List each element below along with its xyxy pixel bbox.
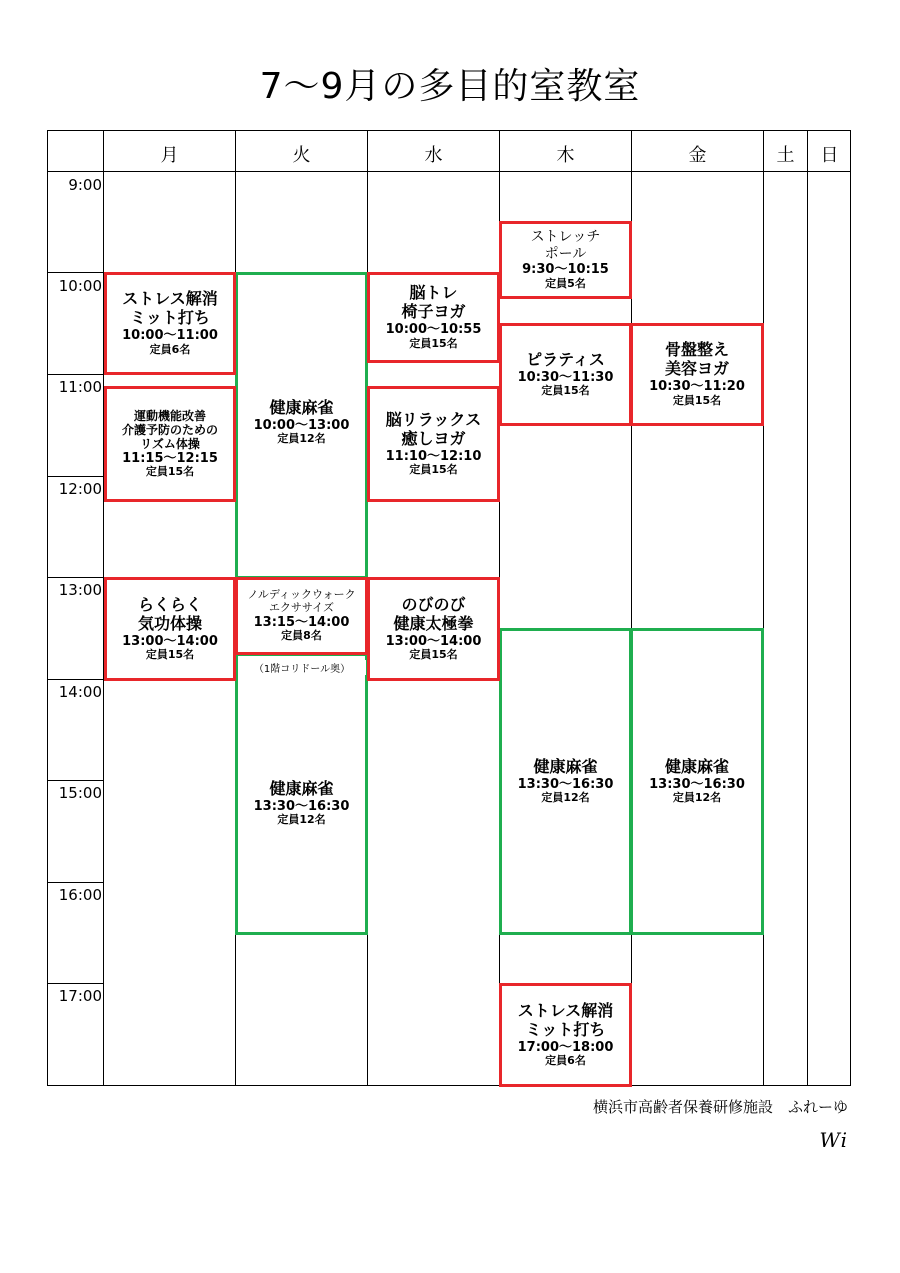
class-name: らくらく 気功体操 (137, 594, 202, 633)
class-capacity: 定員15名 (145, 648, 195, 662)
class-capacity: 定員12名 (672, 791, 722, 805)
day-header-sat: 土 (776, 145, 795, 166)
day-header-fri: 金 (688, 145, 707, 166)
class-capacity: 定員8名 (281, 629, 322, 643)
time-label: 16:00 (58, 886, 102, 904)
class-name: ピラティス (526, 349, 605, 369)
class-time: 13:30～16:30 (517, 776, 614, 792)
time-label: 9:00 (68, 176, 102, 194)
hour-tick (47, 476, 104, 477)
class-time: 10:00～11:00 (122, 328, 218, 344)
facility-name: 横浜市高齢者保養研修施設 ふれーゆ (592, 1098, 848, 1116)
hour-tick (47, 679, 104, 680)
class-time: 13:00～14:00 (385, 633, 482, 649)
time-label: 14:00 (58, 683, 102, 701)
time-label: 10:00 (58, 277, 102, 295)
class-name: のびのび 健康太極拳 (393, 594, 474, 633)
class-capacity: 定員15名 (672, 393, 722, 407)
time-label: 11:00 (58, 378, 102, 396)
class-name: ストレッチ ポール (530, 229, 601, 262)
class-name: 脳トレ 椅子ヨガ (401, 283, 466, 322)
class-block (104, 272, 236, 375)
class-time: 17:00～18:00 (517, 1039, 614, 1055)
time-label: 17:00 (58, 987, 102, 1005)
class-block (499, 628, 632, 935)
class-capacity: 定員6名 (149, 342, 191, 356)
class-capacity: 定員15名 (541, 384, 590, 398)
class-block (235, 577, 368, 655)
class-name: 健康麻雀 (533, 756, 598, 776)
class-block (367, 577, 500, 681)
hour-tick (47, 577, 104, 578)
header-divider (47, 171, 851, 172)
grid-line (763, 130, 764, 1086)
class-capacity: 定員12名 (277, 432, 326, 446)
hour-tick (47, 780, 104, 781)
day-header-tue: 火 (292, 145, 311, 166)
hour-tick (47, 882, 104, 883)
class-block (499, 221, 632, 299)
day-header-mon: 月 (160, 145, 179, 166)
hour-tick (47, 272, 104, 273)
class-capacity: 定員12名 (277, 813, 326, 827)
class-name: 健康麻雀 (269, 779, 334, 798)
class-block (104, 386, 236, 502)
class-time: 10:00～10:55 (385, 322, 482, 338)
day-header-thu: 木 (556, 145, 575, 166)
class-block (630, 628, 764, 935)
class-capacity: 定員6名 (545, 1054, 586, 1068)
class-time: 11:15～12:15 (122, 451, 218, 467)
hour-tick (47, 374, 104, 375)
class-time: 10:30～11:30 (517, 369, 614, 385)
class-block (104, 577, 236, 681)
day-header-wed: 水 (424, 145, 443, 166)
class-name: 健康麻雀 (269, 398, 334, 417)
class-time: 13:15～14:00 (253, 614, 350, 630)
hour-tick (47, 983, 104, 984)
class-time: 11:10～12:10 (385, 448, 482, 464)
class-time: 10:30～11:20 (649, 379, 745, 395)
class-name: ストレス解消 ミット打ち (122, 289, 218, 328)
class-capacity: 定員12名 (541, 791, 590, 805)
class-name: 運動機能改善 介護予防のための リズム体操 (121, 408, 218, 451)
class-name: ノルディックウォーク エクササイズ (247, 587, 356, 614)
location-note: （1階コリドール奥） (238, 660, 366, 675)
class-block (630, 323, 764, 426)
class-block (367, 386, 500, 502)
class-block (499, 983, 632, 1087)
class-capacity: 定員15名 (409, 648, 458, 662)
class-name: ストレス解消 ミット打ち (517, 1000, 614, 1039)
class-capacity: 定員15名 (409, 336, 458, 350)
class-name: 脳リラックス 癒しヨガ (385, 409, 482, 448)
class-name: 骨盤整え 美容ヨガ (664, 340, 729, 379)
class-block (235, 272, 368, 579)
class-name: 健康麻雀 (664, 756, 729, 776)
class-block (499, 323, 632, 426)
class-time: 13:30～16:30 (253, 798, 350, 814)
time-label: 12:00 (58, 480, 102, 498)
day-header-sun: 日 (820, 145, 839, 166)
class-capacity: 定員5名 (545, 276, 586, 290)
class-time: 13:00～14:00 (122, 633, 218, 649)
class-capacity: 定員15名 (409, 463, 458, 477)
page-title: 7～9月の多目的室教室 (259, 66, 641, 107)
time-label: 13:00 (58, 581, 102, 599)
grid-line (807, 130, 808, 1086)
class-capacity: 定員15名 (145, 465, 195, 479)
class-block (235, 653, 368, 935)
class-time: 9:30～10:15 (522, 262, 609, 278)
facility-logo: Wi (819, 1128, 848, 1152)
class-time: 10:00～13:00 (253, 417, 350, 433)
time-label: 15:00 (58, 784, 102, 802)
class-time: 13:30～16:30 (649, 776, 745, 792)
class-block (367, 272, 500, 363)
